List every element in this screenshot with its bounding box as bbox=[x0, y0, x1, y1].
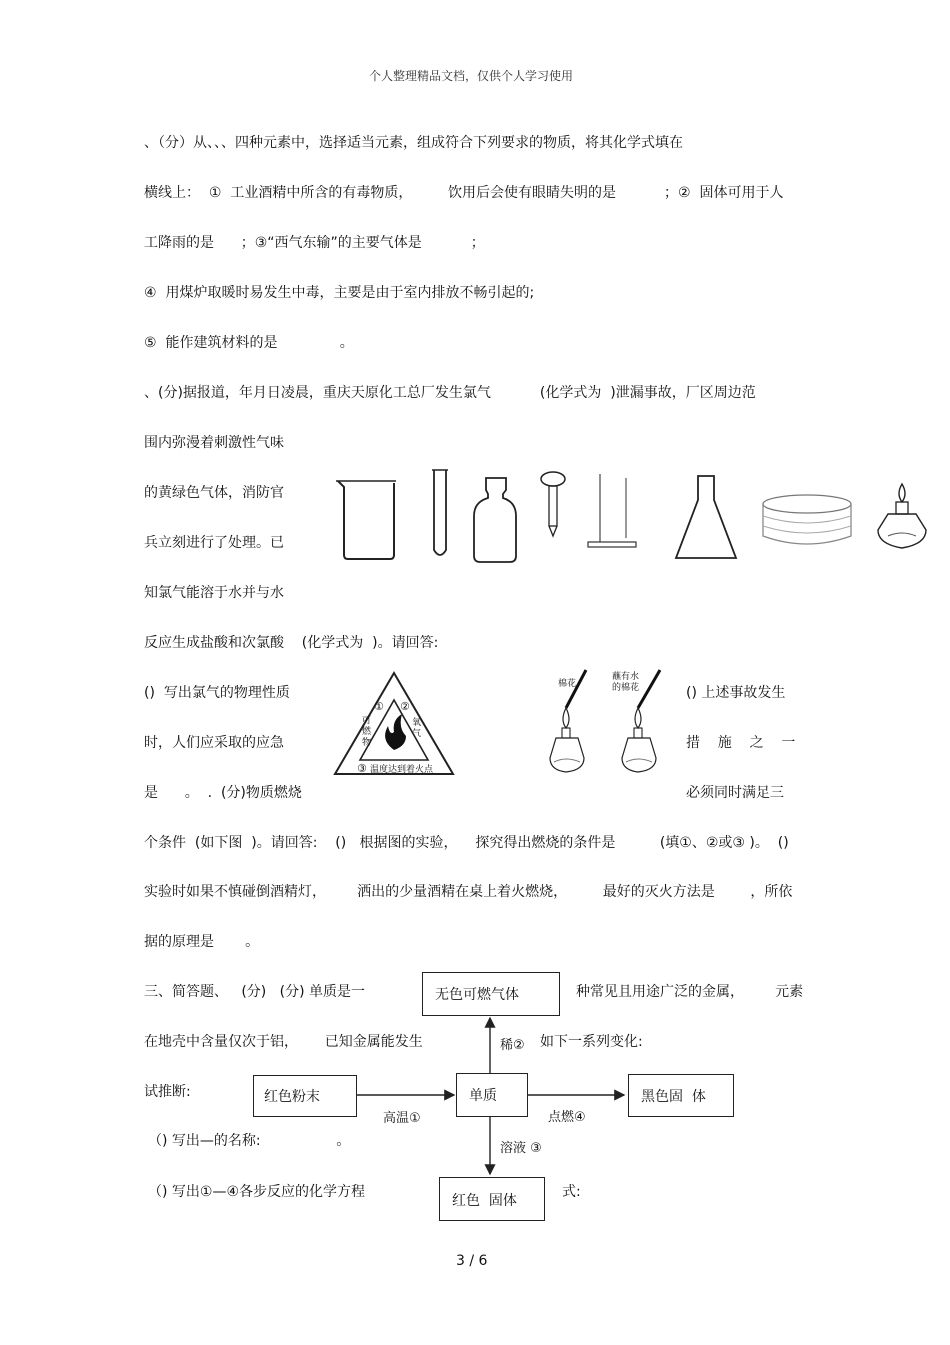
q1-line5: ⑤ 能作建筑材料的是 。 bbox=[144, 335, 354, 351]
q1-line2b: 饮用后会使有眼睛失明的是 bbox=[448, 185, 616, 201]
q2-line11: 实验时如果不慎碰倒酒精灯， 洒出的少量酒精在桌上着火燃烧， 最好的灭火方法是 ，所依 bbox=[144, 884, 793, 900]
lamp-b-label: 蘸有水的棉花 bbox=[612, 672, 640, 693]
lamp-a-label: 棉花 bbox=[558, 679, 577, 689]
arrow-left-label: 高温① bbox=[383, 1111, 421, 1126]
flow-box-top: 无色可燃气体 bbox=[422, 972, 560, 1016]
q2-line7a: () 写出氯气的物理性质 bbox=[144, 685, 290, 701]
q2-line8a: 时，人们应采取的应急 bbox=[144, 735, 284, 751]
arrow-down-label: 溶液 ③ bbox=[500, 1141, 542, 1156]
flow-box-center: 单质 bbox=[456, 1073, 528, 1117]
page-header: 个人整理精品文档，仅供个人学习使用 bbox=[369, 69, 574, 83]
flow-box-bottom: 红色 固体 bbox=[439, 1177, 545, 1221]
q1-title: 、（分）从、、、四种元素中，选择适当元素，组成符合下列要求的物质，将其化学式填在 bbox=[144, 135, 683, 151]
q2-line9a: 是 。 . (分)物质燃烧 bbox=[144, 785, 302, 801]
q3-line5b: 式: bbox=[562, 1184, 581, 1200]
q3-line2b: 如下一系列变化: bbox=[540, 1034, 643, 1050]
q3-line2a: 在地壳中含量仅次于铝， 已知金属能发生 bbox=[144, 1034, 423, 1050]
flow-box-left: 红色粉末 bbox=[253, 1075, 357, 1117]
triangle-left-label: 可燃物 bbox=[362, 716, 372, 748]
q3-line4: （) 写出—的名称: 。 bbox=[148, 1133, 351, 1149]
q3-line1a: 三、简答题、 (分) (分) 单质是一 bbox=[144, 984, 365, 1000]
flow-box-right: 黑色固 体 bbox=[628, 1074, 734, 1117]
triangle-bottom-label: 温度达到着火点 bbox=[370, 765, 434, 775]
q2-line5: 知氯气能溶于水并与水 bbox=[144, 585, 284, 601]
triangle-n1: ① bbox=[374, 700, 384, 713]
q2-line6: 反应生成盐酸和次氯酸 (化学式为 )。请回答: bbox=[144, 635, 439, 651]
triangle-n2: ② bbox=[400, 700, 410, 713]
arrow-right-label: 点燃④ bbox=[548, 1110, 586, 1125]
q2-line8b: 措 施 之 一 bbox=[686, 735, 796, 751]
q2-line2: 围内弥漫着刺激性气味 bbox=[144, 435, 284, 451]
q2-line10: 个条件 (如下图 )。请回答: () 根据图的实验， 探究得出燃烧的条件是 (填①、②或③ )。 () bbox=[144, 835, 789, 851]
q2-line9b: 必须同时满足三 bbox=[686, 785, 784, 801]
q1-line2a: 横线上： ① 工业酒精中所含的有毒物质， bbox=[144, 185, 413, 201]
q2-line7b: () 上述事故发生 bbox=[686, 685, 786, 701]
q2-line3: 的黄绿色气体，消防官 bbox=[144, 485, 284, 501]
q2-line12: 据的原理是 。 bbox=[144, 934, 260, 950]
q1-line3: 工降雨的是 ；③“西气东输”的主要气体是 ； bbox=[144, 235, 485, 251]
q1-line4: ④ 用煤炉取暖时易发生中毒，主要是由于室内排放不畅引起的; bbox=[144, 285, 535, 301]
triangle-n3: ③ bbox=[357, 762, 367, 775]
q3-line1b: 种常见且用途广泛的金属， 元素 bbox=[576, 984, 804, 1000]
q3-line3: 试推断: bbox=[144, 1084, 191, 1100]
arrow-up-label: 稀② bbox=[500, 1038, 525, 1053]
page-number: 3 / 6 bbox=[456, 1253, 488, 1269]
q1-line2c: ；② 固体可用于人 bbox=[664, 185, 784, 201]
triangle-right-label: 氧气 bbox=[412, 718, 422, 739]
q2-line1: 、(分)据报道，年月日凌晨，重庆天原化工总厂发生氯气 (化学式为 )泄漏事故，厂区周边范 bbox=[144, 385, 756, 401]
q2-line4: 兵立刻进行了处理。已 bbox=[144, 535, 284, 551]
q3-line5a: （) 写出①—④各步反应的化学方程 bbox=[148, 1184, 366, 1200]
